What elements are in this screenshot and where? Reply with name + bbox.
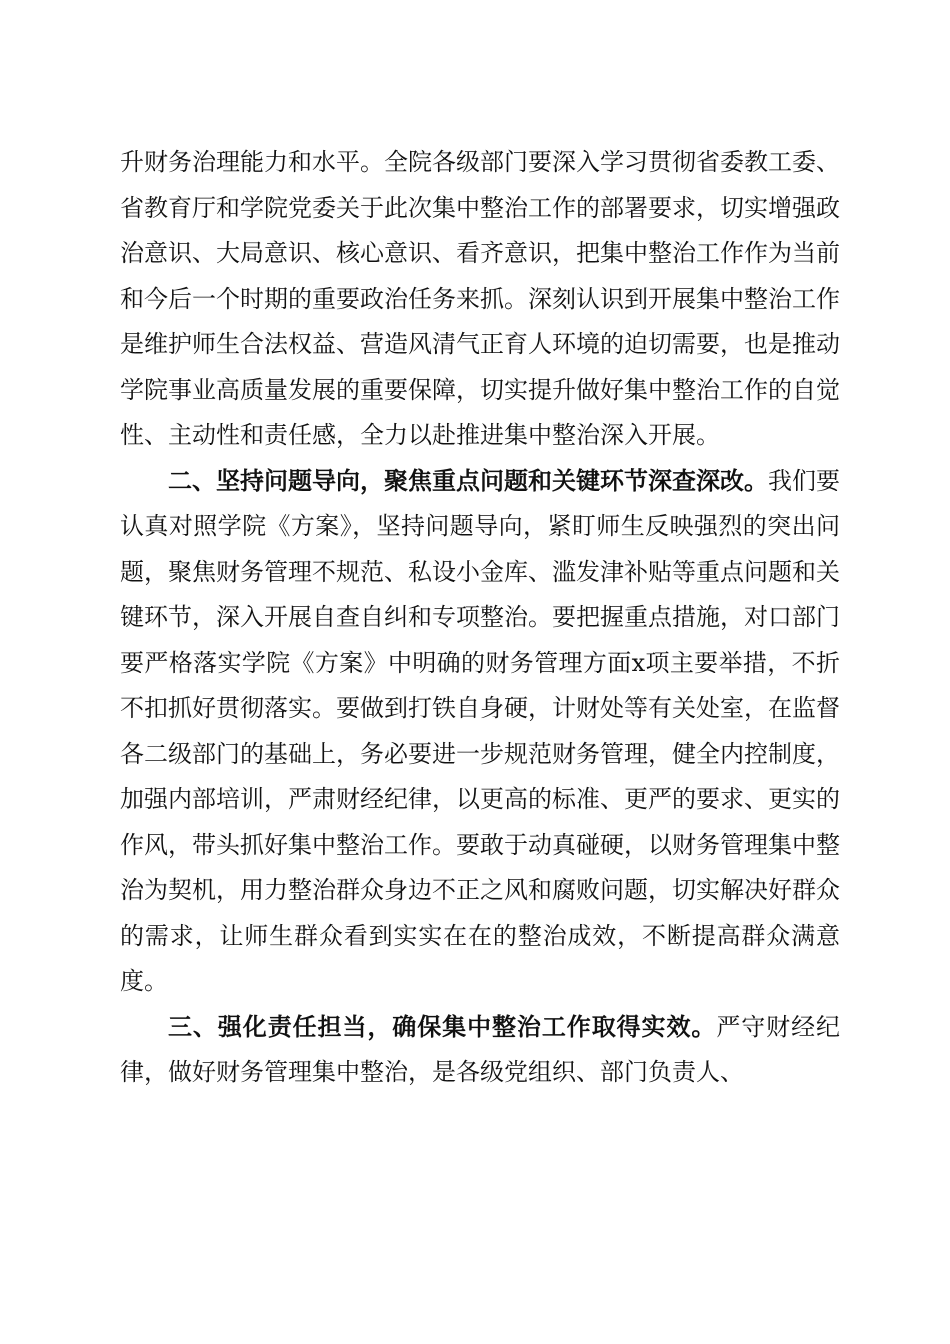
paragraph-2-heading: 二、坚持问题导向，聚焦重点问题和关键环节深查深改。 [168,466,768,495]
paragraph-3-text: 严守财经纪律，做好财务管理集中整治，是各级党组织、部门负责人、 [120,1012,841,1086]
document-body [120,140,840,1096]
paragraph-2 [120,459,840,1005]
paragraph-3-heading: 三、强化责任担当，确保集中整治工作取得实效。 [168,1012,717,1041]
paragraph-2-text: 我们要认真对照学院《方案》，坚持问题导向，紧盯师生反映强烈的突出问题，聚焦财务管理不规范、私设小金库、滥发津补贴等重点问题和关键环节，深入开展自查自纠和专项整治。要把握重点措施，对口部门要严格落实学院《方案》中明确的财务管理方面x项主要举措，不折不扣抓好贯彻落实。要做到打铁自身硬，计财处等有关处室，在监督各二级部门的基础上，务必要进一步规范财务管理，健全内控制度，加强内部培训，严肃财经纪律，以更高的标准、更严的要求、更实的作风，带头抓好集中整治工作。要敢于动真碰硬，以财务管理集中整治为契机，用力整治群众身边不正之风和腐败问题，切实解决好群众的需求，让师生群众看到实实在在的整治成效，不断提高群众满意度。 [120,466,840,995]
paragraph-1-text: 升财务治理能力和水平。全院各级部门要深入学习贯彻省委教工委、省教育厅和学院党委关于此次集中整治工作的部署要求，切实增强政治意识、大局意识、核心意识、看齐意识，把集中整治工作作为当前和今后一个时期的重要政治任务来抓。深刻认识到开展集中整治工作是维护师生合法权益、营造风清气正育人环境的迫切需要，也是推动学院事业高质量发展的重要保障，切实提升做好集中整治工作的自觉性、主动性和责任感，全力以赴推进集中整治深入开展。 [120,148,840,449]
paragraph-1 [120,140,840,459]
paragraph-3 [120,1005,840,1096]
